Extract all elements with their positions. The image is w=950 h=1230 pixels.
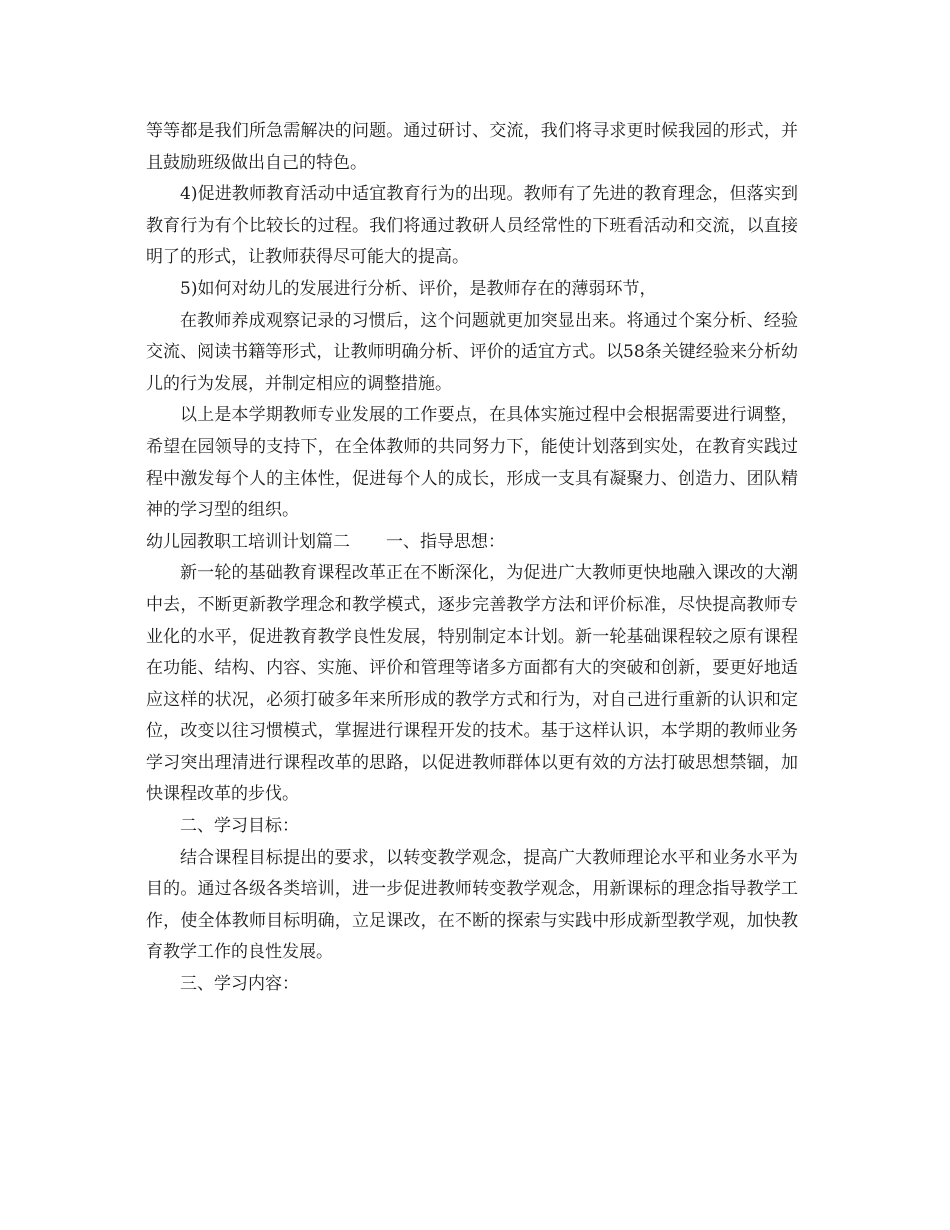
paragraph-2: 4)促进教师教育活动中适宜教育行为的出现。教师有了先进的教育理念，但落实到教育行为有个比较长的过程。我们将通过教研人员经常性的下班看活动和交流，以直接明了的形式，让教师获得尽可能大的提高。 xyxy=(146,184,798,268)
section-title: 幼儿园教职工培训计划篇二 xyxy=(146,531,350,552)
paragraph-4: 在教师养成观察记录的习惯后，这个问题就更加突显出来。将通过个案分析、经验交流、阅读书籍等形式，让教师明确分析、评价的适宜方式。以58条关键经验来分析幼儿的行为发展，并制定相应的调整措施。 xyxy=(146,310,798,394)
section-heading xyxy=(146,527,798,559)
heading-learning-content: 三、学习内容： xyxy=(180,974,299,995)
paragraph-6: 新一轮的基础教育课程改革正在不断深化，为促进广大教师更快地融入课改的大潮中去，不断更新教学理念和教学模式，逐步完善教学方法和评价标准，尽快提高教师专业化的水平，促进教育教学良性发展，特别制定本计划。新一轮基础课程较之原有课程在功能、结构、内容、实施、评价和管理等诸多方面都有大的突破和创新，要更好地适应这样的状况，必须打破多年来所形成的教学方式和行为，对自己进行重新的认识和定位，改变以往习惯模式，掌握进行课程开发的技术。基于这样认识，本学期的教师业务学习突出理清进行课程改革的思路，以促进教师群体以更有效的方法打破思想禁锢，加快课程改革的步伐。 xyxy=(146,563,798,805)
heading-learning-goals: 二、学习目标： xyxy=(180,816,299,837)
paragraph-5: 以上是本学期教师专业发展的工作要点，在具体实施过程中会根据需要进行调整，希望在园领导的支持下，在全体教师的共同努力下，能使计划落到实处，在教育实践过程中激发每个人的主体性，促进每个人的成长，形成一支具有凝聚力、创造力、团队精神的学习型的组织。 xyxy=(146,405,798,521)
paragraph-3: 5)如何对幼儿的发展进行分析、评价，是教师存在的薄弱环节， xyxy=(180,278,657,299)
section-first-item: 一、指导思想： xyxy=(386,531,505,552)
paragraph-8: 结合课程目标提出的要求，以转变教学观念，提高广大教师理论水平和业务水平为目的。通过各级各类培训，进一步促进教师转变教学观念，用新课标的理念指导教学工作，使全体教师目标明确，立足课改，在不断的探索与实践中形成新型教学观，加快教育教学工作的良性发展。 xyxy=(146,847,798,963)
paragraph-1: 等等都是我们所急需解决的问题。通过研讨、交流，我们将寻求更时候我园的形式，并且鼓励班级做出自己的特色。 xyxy=(146,121,798,173)
